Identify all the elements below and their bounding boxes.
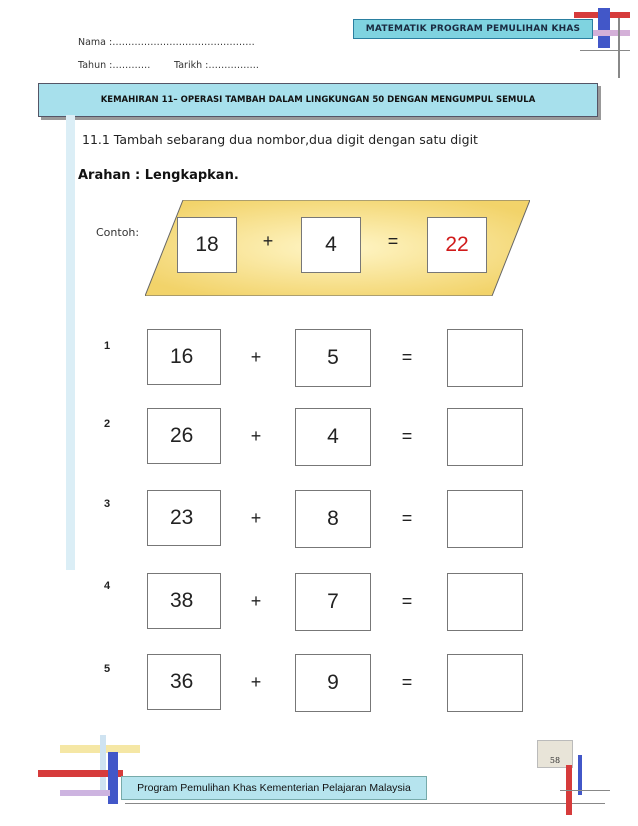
addend-box: 36 — [147, 654, 221, 710]
plus-sign: + — [250, 508, 262, 528]
equals-sign: = — [401, 347, 413, 367]
decor-bar — [125, 803, 605, 804]
decor-bar — [618, 18, 620, 78]
addend-box: 26 — [147, 408, 221, 464]
decor-bar — [590, 30, 630, 36]
equals-sign: = — [401, 672, 413, 692]
equals-sign: = — [401, 426, 413, 446]
section-subtitle: 11.1 Tambah sebarang dua nombor,dua digit dengan satu digit — [82, 132, 478, 147]
decor-bar — [560, 790, 610, 791]
plus-sign: + — [250, 426, 262, 446]
answer-box[interactable] — [447, 654, 523, 712]
year-field: Tahun :………… — [78, 60, 151, 71]
example-label: Contoh: — [96, 226, 140, 239]
date-field: Tarikh :……………. — [174, 60, 259, 71]
addend-box: 38 — [147, 573, 221, 629]
plus-sign: + — [262, 231, 274, 251]
name-field: Nama :……………………………………… — [78, 37, 255, 48]
skill-banner: KEMAHIRAN 11– OPERASI TAMBAH DALAM LINGKUNGAN 50 DENGAN MENGUMPUL SEMULA — [38, 83, 598, 117]
addend-box: 8 — [295, 490, 371, 548]
example-answer-box: 22 — [427, 217, 487, 273]
question-number: 4 — [104, 580, 111, 592]
instruction-heading: Arahan : Lengkapkan. — [78, 168, 239, 183]
addend-box: 7 — [295, 573, 371, 631]
addend-box: 4 — [295, 408, 371, 466]
addend-box: 5 — [295, 329, 371, 387]
addend-box: 16 — [147, 329, 221, 385]
example-addend-box: 4 — [301, 217, 361, 273]
decor-bar — [578, 755, 582, 795]
equals-sign: = — [401, 591, 413, 611]
plus-sign: + — [250, 672, 262, 692]
example-addend-box: 18 — [177, 217, 237, 273]
decor-bar — [580, 50, 630, 51]
decor-bar — [100, 735, 106, 795]
decor-bar — [598, 8, 610, 48]
program-banner: MATEMATIK PROGRAM PEMULIHAN KHAS — [353, 19, 593, 39]
decor-bar — [108, 752, 118, 804]
plus-sign: + — [250, 591, 262, 611]
addend-box: 9 — [295, 654, 371, 712]
answer-box[interactable] — [447, 573, 523, 631]
addend-box: 23 — [147, 490, 221, 546]
decor-bar — [60, 790, 110, 796]
question-number: 5 — [104, 663, 111, 675]
answer-box[interactable] — [447, 408, 523, 466]
answer-box[interactable] — [447, 490, 523, 548]
margin-rule — [66, 115, 75, 570]
question-number: 1 — [104, 340, 111, 352]
question-number: 3 — [104, 498, 111, 510]
page-number: 58 — [537, 740, 573, 768]
equals-sign: = — [387, 231, 399, 251]
footer-banner: Program Pemulihan Khas Kementerian Pelajaran Malaysia — [121, 776, 427, 800]
plus-sign: + — [250, 347, 262, 367]
equals-sign: = — [401, 508, 413, 528]
answer-box[interactable] — [447, 329, 523, 387]
question-number: 2 — [104, 418, 111, 430]
